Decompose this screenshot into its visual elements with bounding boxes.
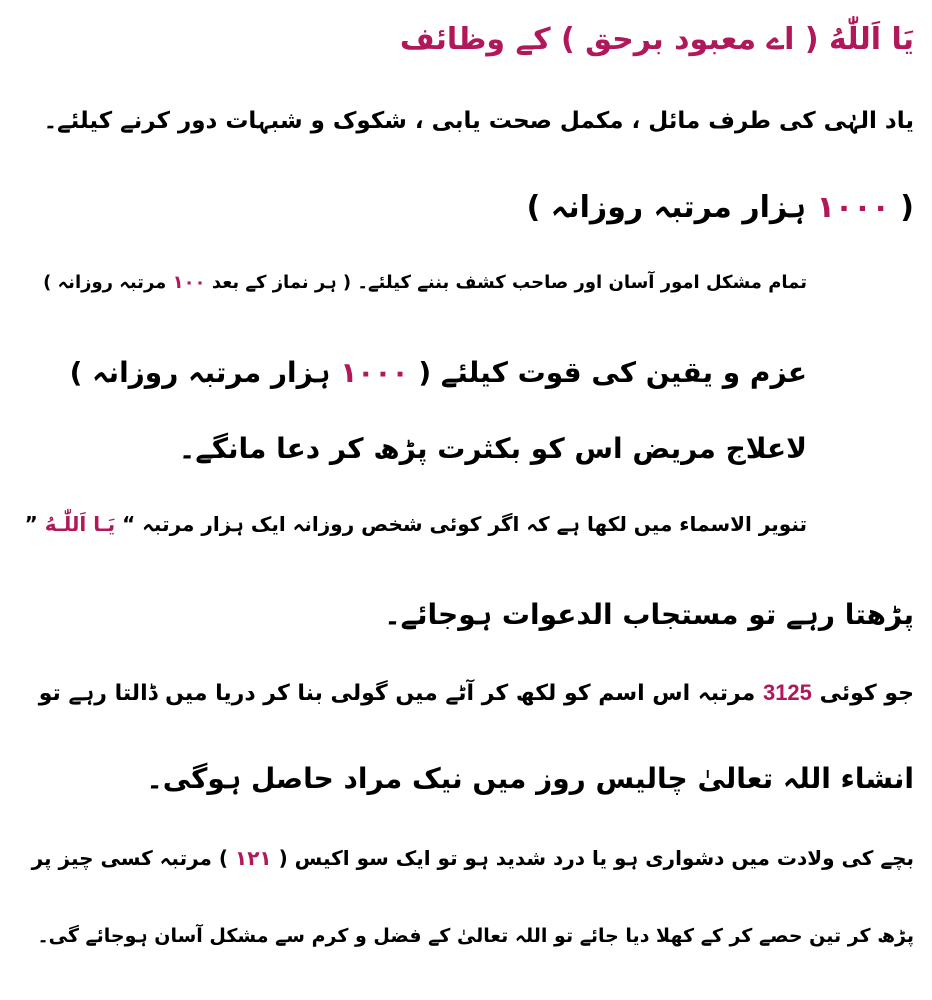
title-text: ( اے معبود برحق ) کے وظائف xyxy=(399,22,819,57)
count-number: 3125 xyxy=(762,680,812,705)
count-number: ۱۰۰۰ xyxy=(816,190,890,225)
line-6: تنویر الاسماء میں لکھا ہے کہ اگر کوئی شخص روزانہ ایک ہزار مرتبہ “ یَـا اَللّٰـهُ ” xyxy=(24,512,807,536)
line-8: جو کوئی 3125 مرتبہ اس اسم کو لکھ کر آٹے میں گولی بنا کر دریا میں ڈالتا رہے تو xyxy=(38,680,914,706)
page-title xyxy=(400,22,914,58)
count-number: ۱۲۱ xyxy=(234,846,272,870)
line-5: لاعلاج مریض اس کو بکثرت پڑھ کر دعا مانگے۔ xyxy=(178,432,807,465)
line-7: پڑھتا رہے تو مستجاب الدعوات ہوجائے۔ xyxy=(384,598,914,631)
count-number: ۱۰۰ xyxy=(172,272,206,293)
count-number: ۱۰۰۰ xyxy=(340,356,409,389)
line-11: پڑھ کر تین حصے کر کے کھلا دیا جائے تو اللہ تعالیٰ کے فضل و کرم سے مشکل آسان ہوجائے گی۔ xyxy=(37,925,914,947)
line-2: ( ۱۰۰۰ ہزار مرتبہ روزانہ ) xyxy=(526,190,914,225)
line-10: بچے کی ولادت میں دشواری ہو یا درد شدید ہو تو ایک سو اکیس ( ۱۲۱ ) مرتبہ کسی چیز پر xyxy=(31,846,914,870)
divine-name: یَـا اَللّٰـهُ xyxy=(44,512,116,536)
line-4: عزم و یقین کی قوت کیلئے ( ۱۰۰۰ ہزار مرتبہ روزانہ ) xyxy=(69,356,807,389)
line-9: انشاء اللہ تعالیٰ چالیس روز میں نیک مراد حاصل ہوگی۔ xyxy=(146,762,914,795)
line-3: تمام مشکل امور آسان اور صاحب کشف بننے کیلئے۔ ( ہر نماز کے بعد ۱۰۰ مرتبہ روزانہ ) xyxy=(43,272,807,293)
title-divine-name: يَا اَللّٰهُ xyxy=(829,22,914,57)
line-1: یاد الہٰی کی طرف مائل ، مکمل صحت یابی ، شکوک و شبہات دور کرنے کیلئے۔ xyxy=(43,108,914,134)
